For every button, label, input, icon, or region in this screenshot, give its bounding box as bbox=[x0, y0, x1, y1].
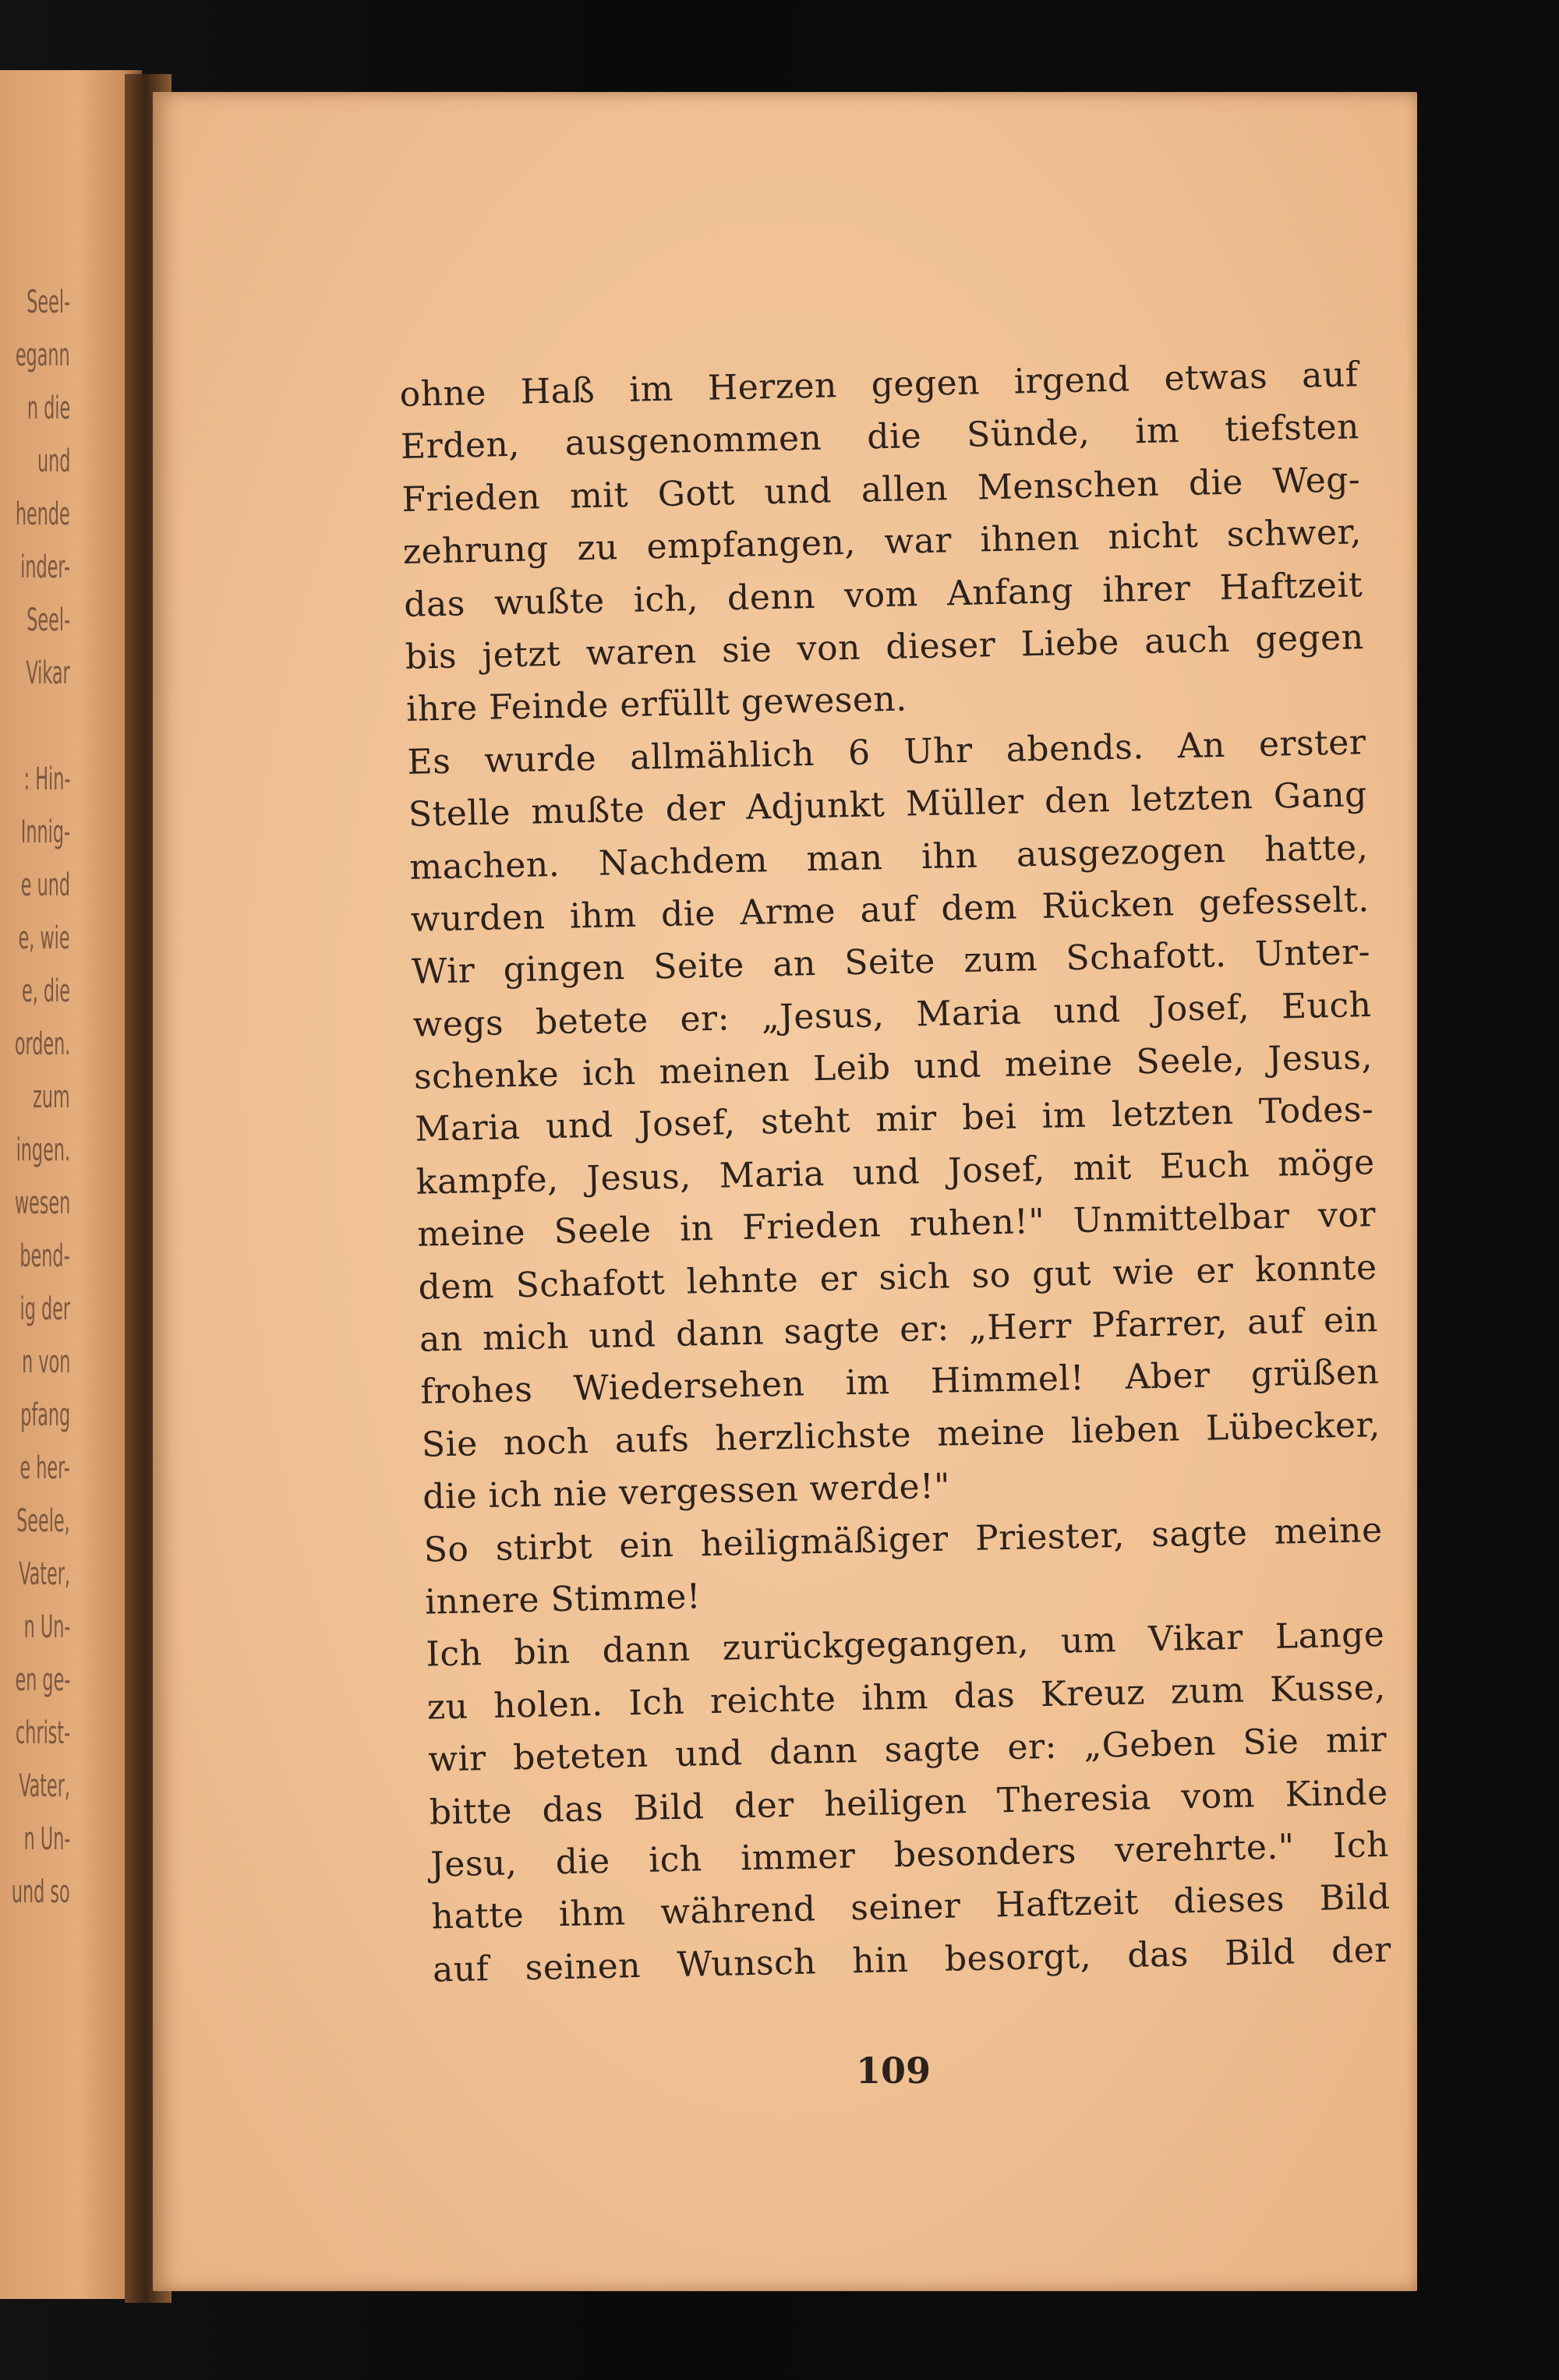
left-page-fragment: e her- bbox=[19, 1450, 70, 1486]
text-line: ihre Feinde erfüllt gewesen. bbox=[405, 679, 908, 730]
text-line: wir beteten und dann sagte er: „Geben Sie mir bbox=[427, 1720, 1388, 1780]
left-page-fragment: ingen. bbox=[16, 1132, 70, 1168]
text-line: hatte ihm während seiner Haftzeit dieses Bild bbox=[431, 1877, 1391, 1937]
left-page-fragment: christ- bbox=[15, 1715, 70, 1751]
text-line: machen. Nachdem man ihn ausgezogen hatte, bbox=[408, 827, 1369, 888]
left-page-fragment: Vater, bbox=[19, 1768, 70, 1804]
text-line: Erden, ausgenommen die Sünde, im tiefsten bbox=[400, 407, 1360, 468]
text-line: die ich nie vergessen werde!" bbox=[422, 1466, 951, 1517]
left-page-fragment: zum bbox=[33, 1079, 70, 1115]
text-line: So stirbt ein heiligmäßiger Priester, sagte meine bbox=[423, 1510, 1384, 1570]
left-page-fragment: orden. bbox=[14, 1026, 70, 1062]
text-line: frohes Wiedersehen im Himmel! Aber grüßen bbox=[419, 1352, 1380, 1413]
text-line: Ich bin dann zurückgegangen, um Vikar Lange bbox=[426, 1615, 1385, 1676]
page-number: 109 bbox=[855, 2050, 932, 2092]
left-page-fragment: n Un- bbox=[23, 1609, 70, 1645]
text-line: Es wurde allmählich 6 Uhr abends. An erster bbox=[407, 722, 1366, 782]
text-line: innere Stimme! bbox=[424, 1577, 702, 1623]
text-line: auf seinen Wunsch hin besorgt, das Bild der bbox=[432, 1930, 1392, 1990]
text-line: Sie noch aufs herzlichste meine lieben Lübecker, bbox=[421, 1404, 1381, 1465]
left-page-fragment: Innig- bbox=[20, 814, 70, 850]
text-line: Jesu, die ich immer besonders verehrte." Ich bbox=[430, 1824, 1390, 1885]
text-line: dem Schafott lehnte er sich so gut wie er konnte bbox=[418, 1247, 1377, 1308]
left-page-fragment: bend- bbox=[19, 1238, 70, 1274]
text-line: das wußte ich, denn vom Anfang ihrer Haftzeit bbox=[403, 564, 1363, 625]
left-page-fragment: n die bbox=[27, 390, 70, 426]
text-line: bitte das Bild der heiligen Theresia vom Kinde bbox=[429, 1772, 1389, 1833]
left-page-fragment: Seele, bbox=[16, 1503, 70, 1539]
left-page-fragment: : Hin- bbox=[23, 761, 70, 797]
left-page-fragment: n Un- bbox=[23, 1821, 70, 1857]
left-page-fragment: n von bbox=[21, 1344, 70, 1380]
left-page-fragment: inder- bbox=[20, 549, 70, 585]
left-page-fragment: und bbox=[37, 443, 70, 479]
left-page-fragment: Vater, bbox=[19, 1556, 70, 1592]
text-line: kampfe, Jesus, Maria und Josef, mit Euch möge bbox=[415, 1142, 1376, 1202]
left-page-fragment: en ge- bbox=[15, 1662, 70, 1698]
left-page-fragment: und so bbox=[12, 1874, 70, 1910]
text-line: zu holen. Ich reichte ihm das Kreuz zum Kusse, bbox=[426, 1667, 1387, 1728]
text-line: meine Seele in Frieden ruhen!" Unmittelbar vor bbox=[416, 1195, 1377, 1255]
text-line: Stelle mußte der Adjunkt Müller den letzten Gang bbox=[408, 775, 1368, 835]
text-line: wegs betete er: „Jesus, Maria und Josef, Euch bbox=[412, 984, 1372, 1045]
text-line: ohne Haß im Herzen gegen irgend etwas auf bbox=[399, 355, 1359, 415]
page-body-text bbox=[399, 348, 1391, 1996]
text-line: bis jetzt waren sie von dieser Liebe auch gegen bbox=[405, 617, 1365, 677]
text-line: Wir gingen Seite an Seite zum Schafott. Unter- bbox=[411, 932, 1371, 993]
book-page bbox=[153, 92, 1417, 2291]
left-page-fragment: hende bbox=[16, 496, 70, 532]
left-page-fragment: Seel- bbox=[27, 284, 70, 320]
left-page-fragment: Seel- bbox=[27, 602, 70, 638]
left-page-fragment: pfang bbox=[19, 1397, 70, 1433]
left-page-fragment: egann bbox=[16, 337, 70, 373]
text-line: Frieden mit Gott und allen Menschen die Weg- bbox=[401, 459, 1361, 520]
left-page-fragment: ig der bbox=[19, 1291, 70, 1327]
previous-page-edge bbox=[0, 70, 142, 2299]
left-page-fragment: e, wie bbox=[18, 920, 70, 956]
text-line: zehrung zu empfangen, war ihnen nicht schwer, bbox=[402, 512, 1363, 573]
left-page-fragment: wesen bbox=[14, 1185, 70, 1221]
left-page-fragment: e, die bbox=[22, 973, 70, 1009]
left-page-fragment: Vikar bbox=[26, 655, 70, 691]
text-line: Maria und Josef, steht mir bei im letzten Todes- bbox=[414, 1089, 1374, 1150]
left-page-fragment: e und bbox=[20, 867, 70, 903]
text-line: schenke ich meinen Leib und meine Seele, Jesus, bbox=[413, 1037, 1373, 1097]
text-line: an mich und dann sagte er: „Herr Pfarrer, auf ein bbox=[419, 1300, 1379, 1360]
text-line: wurden ihm die Arme auf dem Rücken gefesselt. bbox=[410, 879, 1370, 940]
